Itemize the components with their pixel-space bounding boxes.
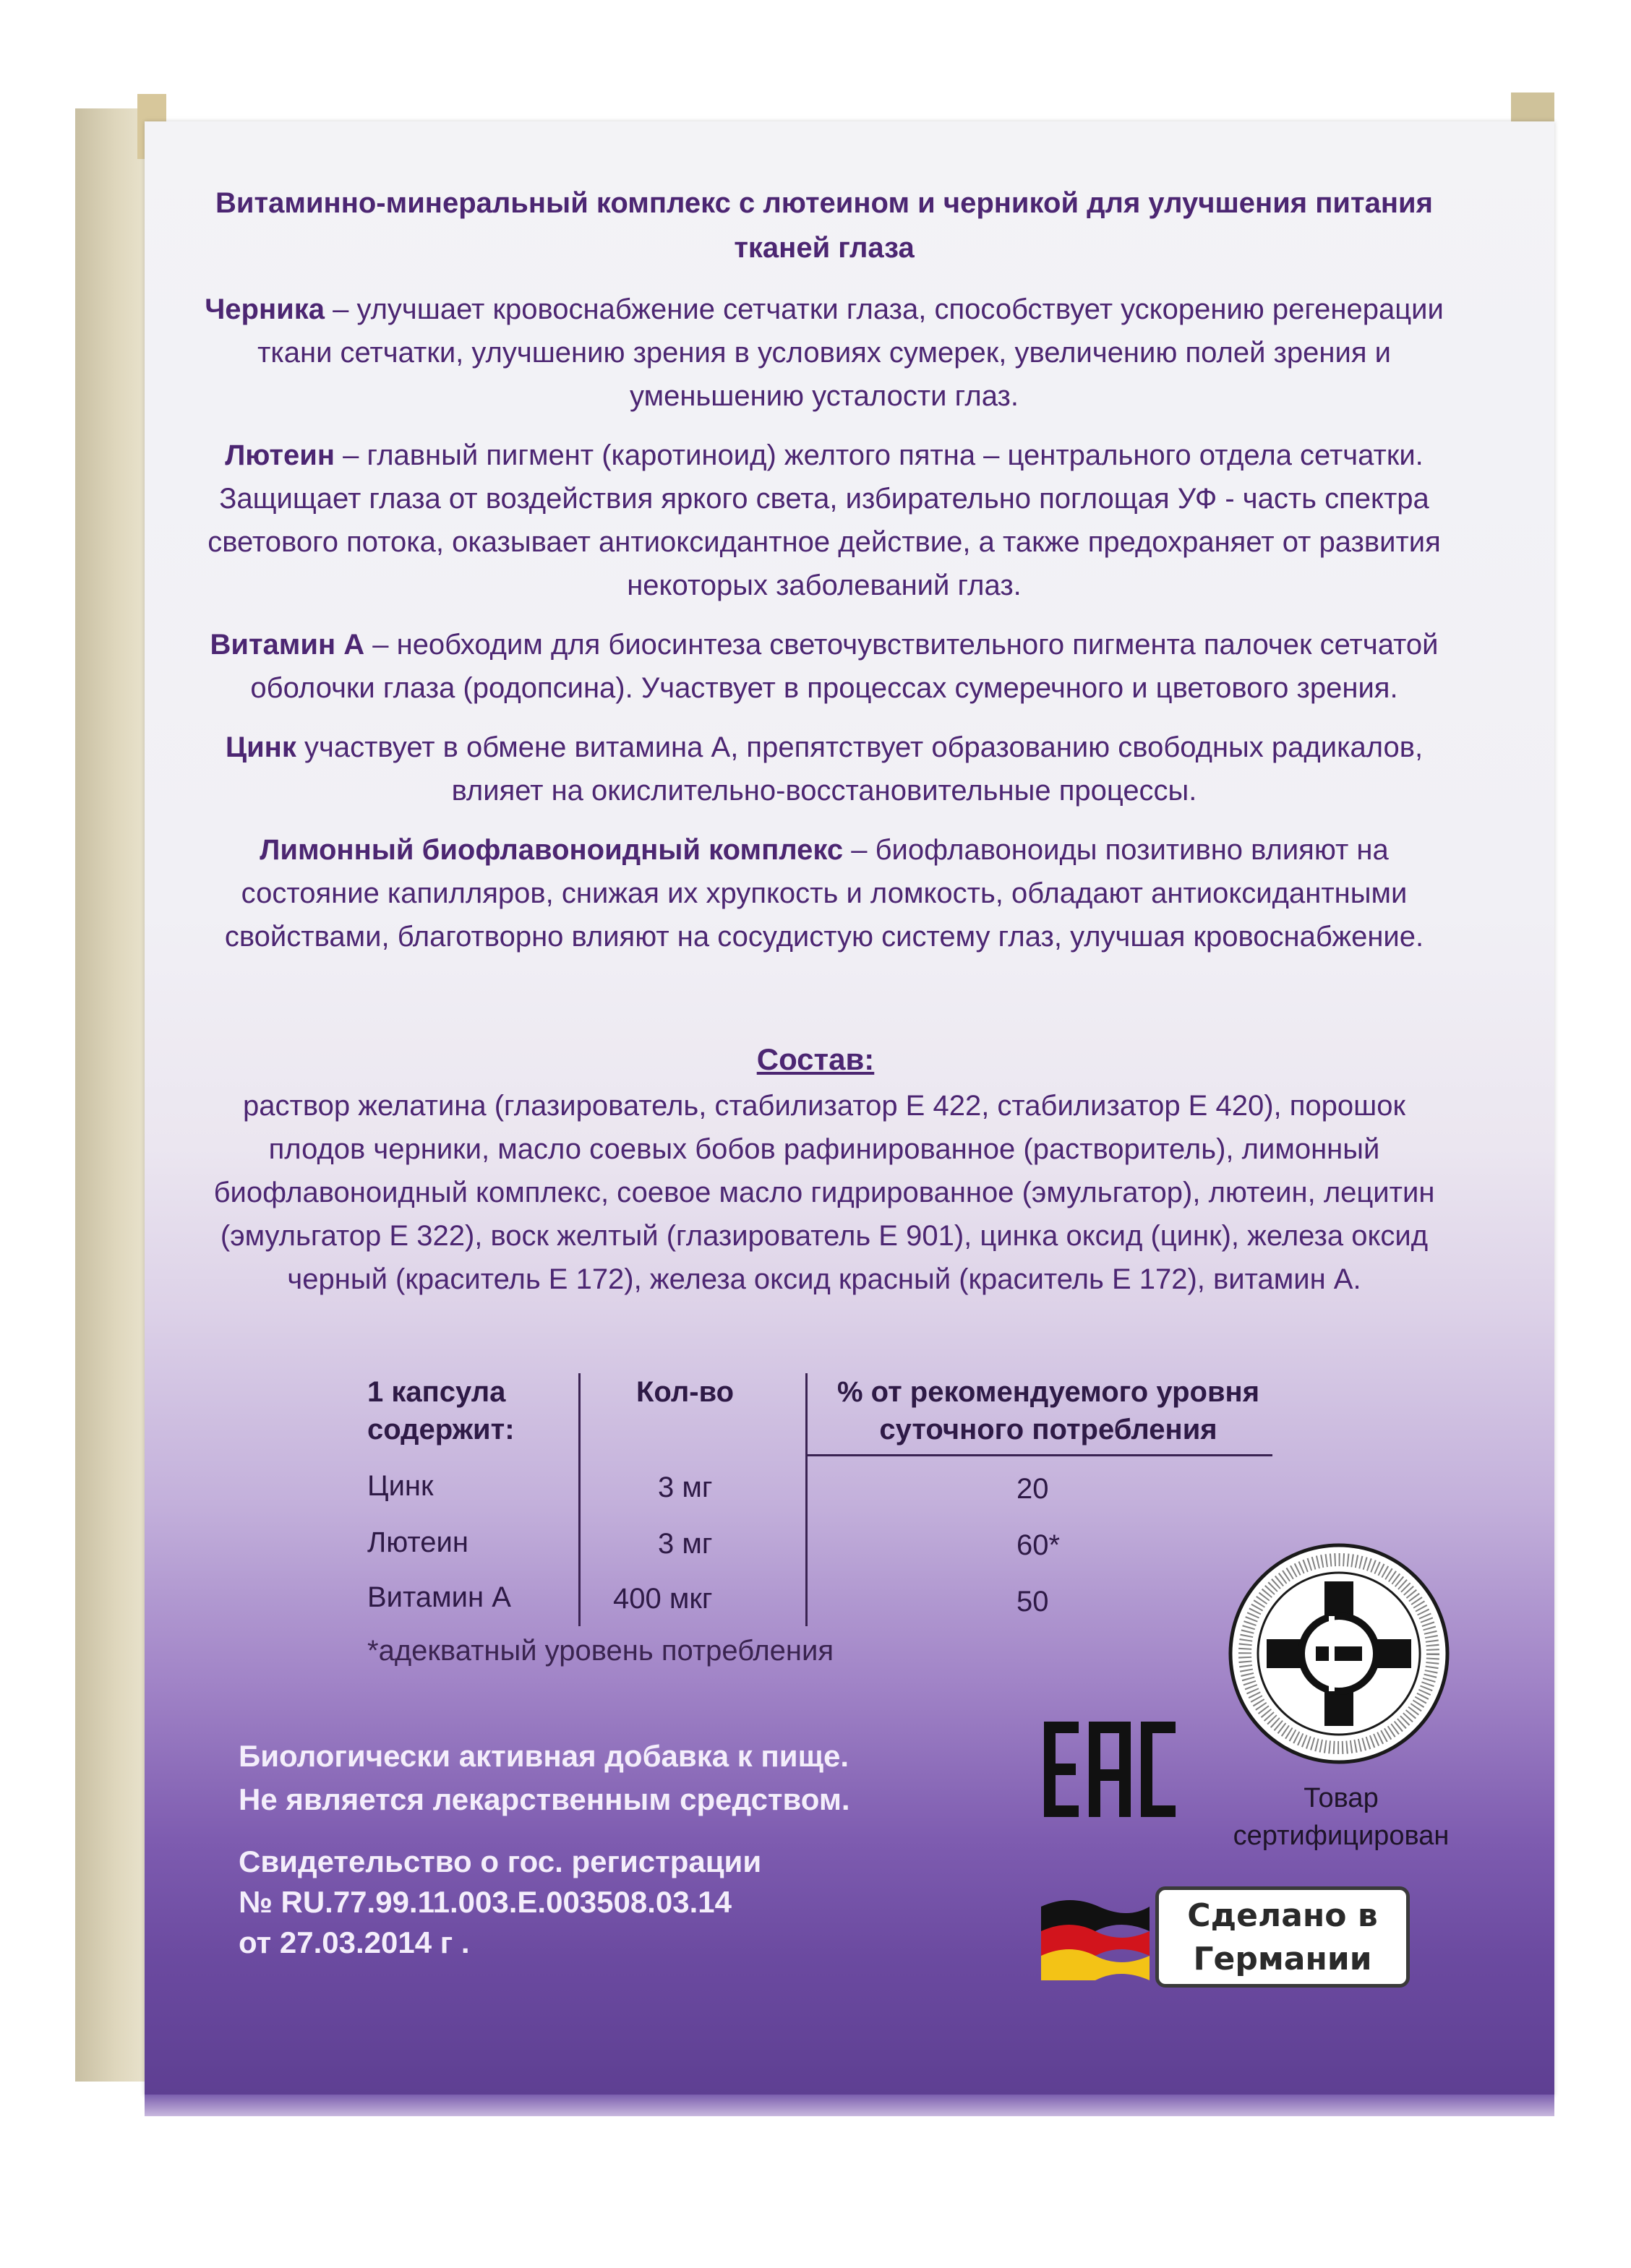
german-flag-icon bbox=[1041, 1894, 1150, 1980]
made-in-line: Германии bbox=[1193, 1941, 1372, 1977]
table-header-line: суточного потребления bbox=[879, 1414, 1217, 1446]
paragraph-bilberry bbox=[202, 288, 1446, 418]
made-in-germany-badge bbox=[1041, 1886, 1417, 1995]
table-divider bbox=[805, 1373, 808, 1626]
table-header-line: 1 капсула bbox=[367, 1376, 506, 1408]
table-divider bbox=[578, 1373, 581, 1626]
eac-mark-icon bbox=[1041, 1719, 1178, 1820]
composition-text: раствор желатина (глазирователь, стабилизатор Е 422, стабилизатор Е 420), порошок плодов черники, масло соевых бобов рафинированное (растворитель), лимонный биофлавоноидный комплекс, соевое масло гидрированное (эмульгатор), лютеин, лецитин (эмульгатор Е 322), воск желтый (глазирователь Е 901), цинка оксид (цинк), железа оксид черный (краситель Е 172), железа оксид красный (краситель Е 172), витамин А. bbox=[213, 1090, 1435, 1295]
paragraph-term: Лютеин bbox=[225, 439, 335, 471]
table-row-amount: 3 мг bbox=[658, 1472, 713, 1503]
registration-line: Свидетельство о гос. регистрации bbox=[239, 1844, 762, 1878]
paragraph-zinc bbox=[202, 726, 1446, 812]
certification-seal-icon bbox=[1223, 1538, 1455, 1769]
certified-label bbox=[1200, 1779, 1482, 1855]
paragraph-text: – улучшает кровоснабжение сетчатки глаза, способствует ускорению регенерации ткани сетчатки, улучшению зрения в условиях сумерек, увеличению полей зрения и уменьшению усталости глаз. bbox=[257, 293, 1444, 412]
paragraph-term: Черника bbox=[205, 293, 325, 325]
supplement-notice bbox=[239, 1735, 850, 1821]
nutrition-table bbox=[361, 1373, 1272, 1633]
table-header-line: содержит: bbox=[367, 1414, 515, 1446]
made-in-label bbox=[1155, 1886, 1410, 1988]
box-side-edge bbox=[75, 108, 147, 2082]
notice-line: Не является лекарственным средством. bbox=[239, 1782, 850, 1816]
table-header-line: % от рекомендуемого уровня bbox=[836, 1376, 1260, 1408]
box-bottom-edge bbox=[145, 2095, 1554, 2116]
paragraph-bioflavonoid bbox=[202, 828, 1446, 958]
table-header-capsule bbox=[367, 1373, 515, 1448]
paragraph-text: – главный пигмент (каротиноид) желтого пятна – центрального отдела сетчатки. Защищает глаза от воздействия яркого света, избирательно поглощая УФ - часть спектра светового потока, оказывает антиоксидантное действие, а также предохраняет от развития некоторых заболеваний глаз. bbox=[207, 439, 1441, 601]
paragraph-text: – необходим для биосинтеза светочувствительного пигмента палочек сетчатой оболочки глаза (родопсина). Участвует в процессах сумеречного и цветового зрения. bbox=[250, 629, 1439, 704]
table-header-amount: Кол-во bbox=[636, 1376, 735, 1408]
table-header-percent bbox=[824, 1373, 1272, 1448]
paragraph-vitamin-a bbox=[202, 623, 1446, 710]
table-row-name: Цинк bbox=[367, 1470, 434, 1502]
table-row-percent: 60* bbox=[1016, 1529, 1061, 1561]
table-row-name: Лютеин bbox=[367, 1526, 468, 1558]
description-paragraphs bbox=[202, 288, 1446, 974]
registration-line: № RU.77.99.11.003.Е.003508.03.14 bbox=[239, 1885, 732, 1919]
composition-title: Состав: bbox=[756, 1042, 875, 1076]
paragraph-term: Лимонный биофлавоноидный комплекс bbox=[260, 834, 844, 866]
table-header-rule bbox=[805, 1454, 1272, 1456]
table-row-amount: 3 мг bbox=[658, 1528, 713, 1560]
paragraph-text: участвует в обмене витамина А, препятствует образованию свободных радикалов, влияет на окислительно-восстановительные процессы. bbox=[296, 731, 1424, 807]
made-in-line: Сделано в bbox=[1187, 1897, 1378, 1934]
table-row-amount: 400 мкг bbox=[613, 1583, 713, 1615]
notice-line: Биологически активная добавка к пище. bbox=[239, 1739, 849, 1773]
certified-line: сертифицирован bbox=[1233, 1821, 1450, 1851]
table-row-percent: 20 bbox=[1016, 1473, 1049, 1505]
certified-line: Товар bbox=[1303, 1783, 1379, 1813]
table-row-name: Витамин А bbox=[367, 1581, 511, 1613]
table-footnote: *адекватный уровень потребления bbox=[367, 1635, 834, 1667]
paragraph-text: – биофлавоноиды позитивно влияют на состояние капилляров, снижая их хрупкость и ломкость, обладают антиоксидантными свойствами, благотворно влияют на сосудистую систему глаз, улучшая кровоснабжение. bbox=[224, 834, 1424, 953]
paragraph-lutein bbox=[202, 434, 1446, 607]
registration-line: от 27.03.2014 г . bbox=[239, 1925, 470, 1959]
product-heading: Витаминно-минеральный комплекс с лютеином и черникой для улучшения питания тканей глаза bbox=[215, 187, 1433, 264]
paragraph-term: Цинк bbox=[225, 731, 296, 763]
registration-certificate bbox=[239, 1842, 761, 1963]
table-row-percent: 50 bbox=[1016, 1586, 1049, 1618]
paragraph-term: Витамин А bbox=[210, 629, 365, 661]
